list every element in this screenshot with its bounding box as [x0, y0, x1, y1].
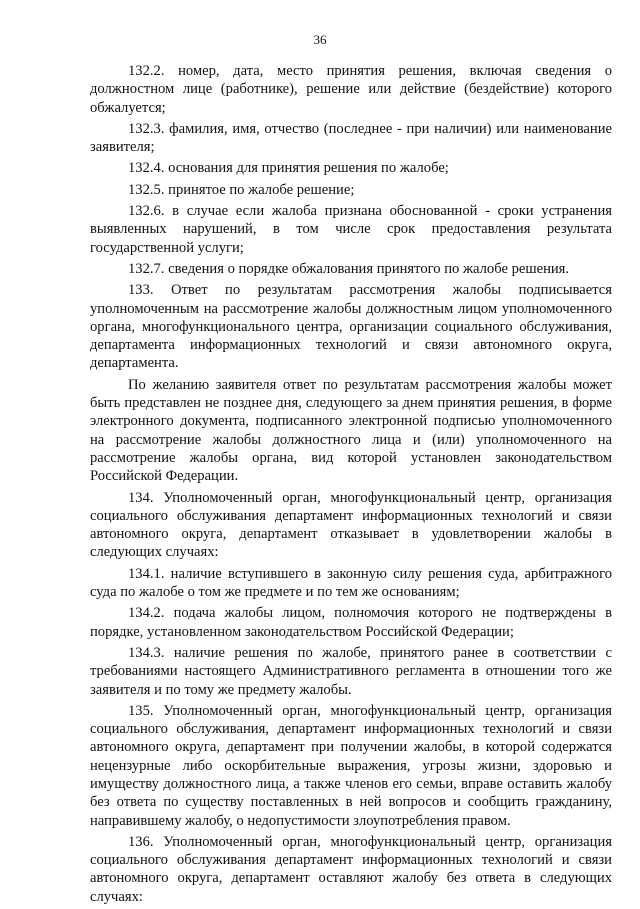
paragraph-132-2: 132.2. номер, дата, место принятия решения, включая сведения о должностном лице (работнике), решение или действие (бездействие) которого обжалуется; [90, 63, 612, 116]
document-body [90, 62, 612, 909]
paragraph-136: 136. Уполномоченный орган, многофункциональный центр, организация социального обслуживания департамент информационных технологий и связи автономного округа, департамент оставляют жалобу без ответа в следующих случаях: [90, 833, 612, 905]
paragraph-134-3: 134.3. наличие решения по жалобе, принятого ранее в соответствии с требованиями настоящего Административного регламента в отношении того же заявителя и по тому же предмету жалобы. [90, 644, 612, 698]
page-number: 36 [313, 32, 327, 47]
paragraph-132-3: 132.3. фамилия, имя, отчество (последнее - при наличии) или наименование заявителя; [90, 120, 612, 156]
paragraph-132-7: 132.7. сведения о порядке обжалования принятого по жалобе решения. [128, 260, 570, 277]
paragraph-133: 133. Ответ по результатам рассмотрения жалобы подписывается уполномоченным на рассмотрение жалобы должностным лицом уполномоченного органа, многофункционального центра, организации социального обслуживания, департамента информационных технологий и связи автономного округа, департамента. [90, 282, 612, 372]
paragraph-135: 135. Уполномоченный орган, многофункциональный центр, организация социального обслуживания, департамент информационных технологий и связи автономного округа, департамент при получении жалобы, в которой содержатся нецензурные либо оскорбительные выражения, угрозы жизни, здоровью и имуществу должностного лица, а также членов его семьи, вправе оставить жалобу без ответа по существу поставленных в ней вопросов и сообщить гражданину, направившему жалобу, о недопустимости злоупотребления правом. [90, 702, 612, 829]
paragraph-133-electronic-reply: По желанию заявителя ответ по результатам рассмотрения жалобы может быть представлен не позднее дня, следующего за днем принятия решения, в форме электронного документа, подписанного электронной подписью уполномоченного на рассмотрение жалобы должностного лица и (или) уполномоченного на рассмотрение жалобы органа, вид которой установлен законодательством Российской Федерации. [90, 376, 612, 485]
paragraph-132-5: 132.5. принятое по жалобе решение; [128, 181, 355, 198]
paragraph-132-4: 132.4. основания для принятия решения по жалобе; [128, 160, 449, 177]
paragraph-134-2: 134.2. подача жалобы лицом, полномочия которого не подтверждены в порядке, установленном законодательством Российской Федерации; [90, 605, 612, 640]
paragraph-134-1: 134.1. наличие вступившего в законную силу решения суда, арбитражного суда по жалобе о том же предмете и по тем же основаниям; [90, 565, 612, 601]
paragraph-134: 134. Уполномоченный орган, многофункциональный центр, организация социального обслуживания департамент информационных технологий и связи автономного округа, департамент отказывает в удовлетворении жалобы в следующих случаях: [90, 489, 612, 561]
paragraph-132-6: 132.6. в случае если жалоба признана обоснованной - сроки устранения выявленных нарушений, в том числе срок предоставления результата государственной услуги; [90, 203, 612, 256]
